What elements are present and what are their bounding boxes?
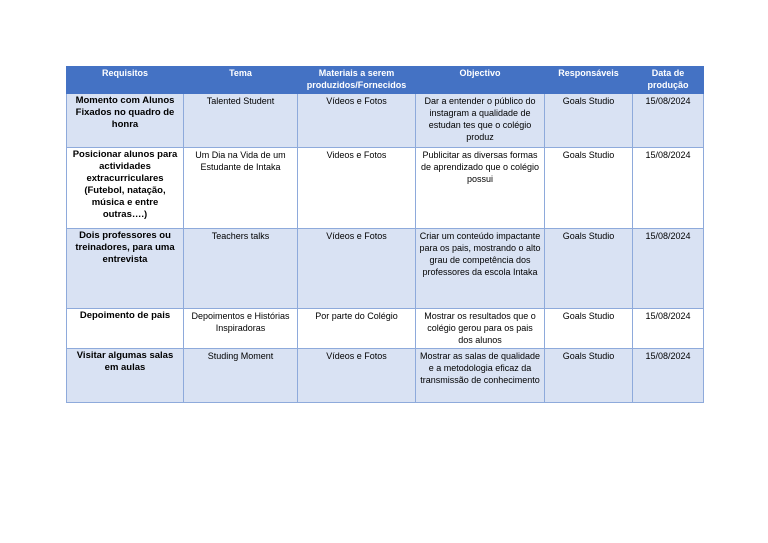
cell-tema: Um Dia na Vida de um Estudante de Intaka: [184, 148, 298, 229]
cell-data: 15/08/2024: [633, 148, 704, 229]
cell-objectivo: Publicitar as diversas formas de aprendizado que o colégio possui: [416, 148, 545, 229]
table-row: [67, 309, 704, 349]
cell-responsaveis: Goals Studio: [545, 349, 633, 403]
header-data: Data de produção: [633, 67, 704, 94]
header-objectivo: Objectivo: [416, 67, 545, 94]
cell-requisitos: Momento com Alunos Fixados no quadro de honra: [67, 94, 184, 148]
cell-tema: Studing Moment: [184, 349, 298, 403]
cell-objectivo: Mostrar os resultados que o colégio gerou para os pais dos alunos: [416, 309, 545, 349]
header-requisitos: Requisitos: [67, 67, 184, 94]
cell-data: 15/08/2024: [633, 309, 704, 349]
cell-data: 15/08/2024: [633, 94, 704, 148]
header-materiais: Materiais a serem produzidos/Fornecidos: [298, 67, 416, 94]
cell-tema: Teachers talks: [184, 229, 298, 309]
table-row: [67, 229, 704, 309]
cell-responsaveis: Goals Studio: [545, 229, 633, 309]
cell-materiais: Vídeos e Fotos: [298, 94, 416, 148]
cell-objectivo: Dar a entender o público do instagram a qualidade de estudan tes que o colégio produz: [416, 94, 545, 148]
cell-materiais: Videos e Fotos: [298, 148, 416, 229]
cell-data: 15/08/2024: [633, 229, 704, 309]
cell-objectivo: Criar um conteúdo impactante para os pais, mostrando o alto grau de competência dos professores da escola Intaka: [416, 229, 545, 309]
production-plan-table: [66, 66, 704, 403]
cell-requisitos: Posicionar alunos para actividades extracurriculares (Futebol, natação, música e entre outras….): [67, 148, 184, 229]
cell-tema: Talented Student: [184, 94, 298, 148]
table-row: [67, 94, 704, 148]
cell-responsaveis: Goals Studio: [545, 94, 633, 148]
cell-materiais: Vídeos e Fotos: [298, 229, 416, 309]
cell-materiais: Por parte do Colégio: [298, 309, 416, 349]
table-row: [67, 148, 704, 229]
cell-responsaveis: Goals Studio: [545, 148, 633, 229]
header-tema: Tema: [184, 67, 298, 94]
cell-data: 15/08/2024: [633, 349, 704, 403]
table-row: [67, 349, 704, 403]
table-header-row: [67, 67, 704, 94]
cell-objectivo: Mostrar as salas de qualidade e a metodologia eficaz da transmissão de conhecimento: [416, 349, 545, 403]
cell-requisitos: Visitar algumas salas em aulas: [67, 349, 184, 403]
header-responsaveis: Responsáveis: [545, 67, 633, 94]
cell-requisitos: Dois professores ou treinadores, para uma entrevista: [67, 229, 184, 309]
cell-requisitos: Depoimento de pais: [67, 309, 184, 349]
cell-tema: Depoimentos e Histórias Inspiradoras: [184, 309, 298, 349]
cell-responsaveis: Goals Studio: [545, 309, 633, 349]
cell-materiais: Vídeos e Fotos: [298, 349, 416, 403]
